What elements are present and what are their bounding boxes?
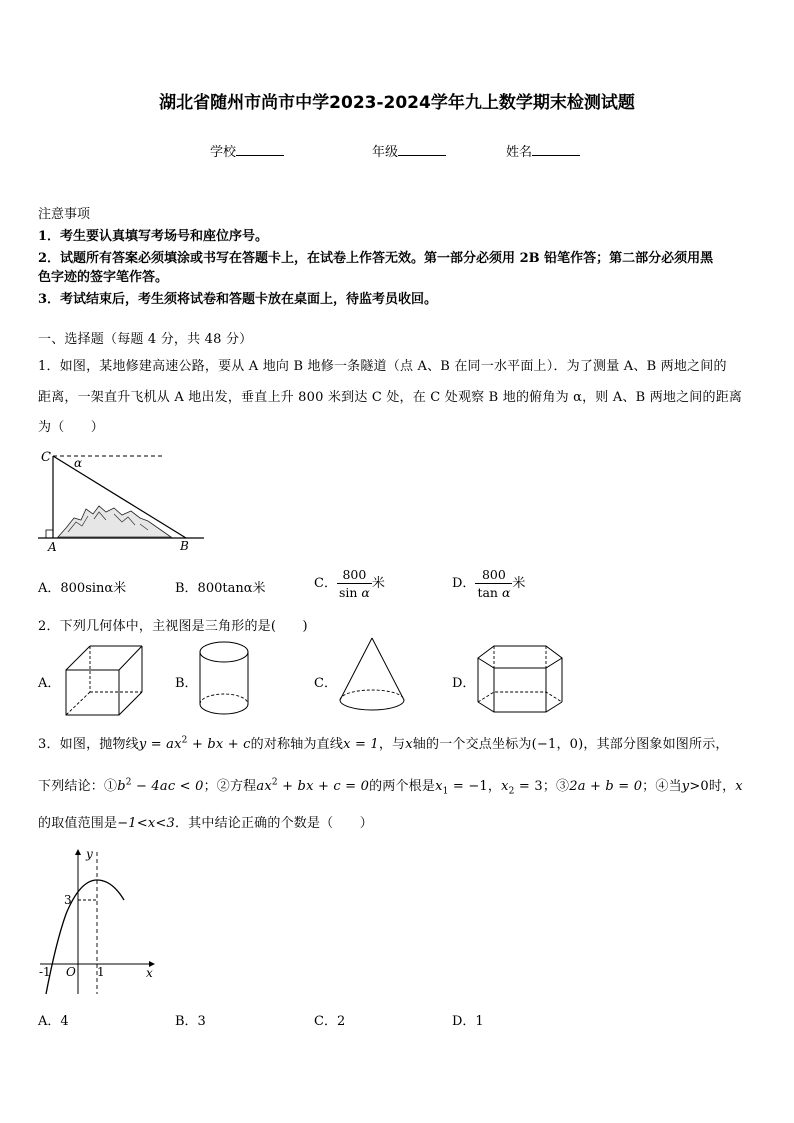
fraction-numerator: 800 — [337, 566, 372, 584]
q3-option-c[interactable]: C．2 — [314, 1014, 346, 1029]
name-label: 姓名 — [506, 145, 533, 160]
section-heading: 一、选择题（每题 4 分，共 48 分） — [38, 332, 253, 347]
name-blank — [532, 143, 580, 156]
q1-stem-line: 1．如图，某地修建高速公路，要从 A 地向 B 地修一条隧道（点 A、B 在同一水平面上）．为了测量 A、B 两地之间的 — [38, 359, 727, 374]
notice-item: 2．试题所有答案必须填涂或书写在答题卡上，在试卷上作答无效。第一部分必须用 2B 铅笔作答；第二部分必须用黑 — [38, 251, 714, 266]
q1-option-d[interactable] — [452, 566, 525, 601]
q1-option-a[interactable]: A．800sinα米 — [38, 581, 127, 596]
label-c: C — [41, 450, 51, 465]
q2-option-a-label[interactable]: A． — [38, 676, 61, 691]
q2-option-d-label[interactable]: D． — [452, 676, 476, 691]
tick-3: 3 — [64, 893, 72, 907]
school-field[interactable] — [210, 141, 284, 160]
y-label: y — [86, 847, 93, 861]
fraction-denominator: tan α — [477, 585, 511, 600]
unit-label: 米 — [371, 576, 385, 591]
mountain-icon — [58, 506, 171, 537]
label-a: A — [48, 540, 57, 554]
parabola-curve — [46, 880, 124, 994]
tick-minus1: -1 — [39, 965, 51, 979]
tick-1: 1 — [97, 965, 105, 979]
fraction-numerator: 800 — [475, 566, 512, 584]
grade-label: 年级 — [372, 145, 399, 160]
notice-heading: 注意事项 — [38, 207, 91, 222]
name-field[interactable] — [506, 141, 580, 160]
notice-item: 1．考生要认真填写考场号和座位序号。 — [38, 229, 269, 244]
q2-option-b-label[interactable]: B． — [175, 676, 198, 691]
q3-stem-line-1: 3．如图，抛物线$y = ax^2$ + bx + c的对称轴为直线x = 1，与x轴的一个交点坐标为(−1，0)，其部分图象如图所示， — [38, 735, 729, 752]
q3-stem-line-2: 下列结论：$①b^2 - 4ac < 0$；②方程$ax^2$ + bx + c = 0的两个根是$x_1 = -1$，$x_2 = 3$；③2a + b = 0；④当y>0时，x — [38, 777, 743, 797]
q2-option-c-label[interactable]: C． — [314, 676, 337, 691]
cylinder-figure[interactable] — [196, 638, 254, 720]
notice-item: 色字迹的签字笔作答。 — [38, 270, 169, 285]
grade-blank — [398, 143, 446, 156]
notice-item: 3．考试结束后，考生须将试卷和答题卡放在桌面上，待监考员收回。 — [38, 292, 438, 307]
right-angle-mark — [46, 530, 53, 538]
q1-option-b[interactable]: B．800tanα米 — [175, 581, 266, 596]
q1-figure — [36, 446, 206, 558]
option-d-label: D． — [452, 576, 476, 591]
option-c-label: C． — [314, 576, 337, 591]
q1-option-c[interactable] — [314, 566, 385, 601]
fraction-d — [475, 566, 512, 601]
page-title: 湖北省随州市尚市中学2023-2024学年九上数学期末检测试题 — [159, 93, 635, 113]
cube-figure[interactable] — [60, 640, 145, 720]
cone-figure[interactable] — [336, 636, 408, 716]
school-blank — [236, 143, 284, 156]
parabola-graph — [34, 842, 164, 997]
x-label: x — [146, 966, 153, 980]
q2-stem: 2．下列几何体中，主视图是三角形的是( ) — [38, 619, 308, 634]
q3-option-d[interactable]: D．1 — [452, 1014, 484, 1029]
grade-field[interactable] — [372, 141, 446, 160]
fraction-c — [337, 566, 372, 601]
label-b: B — [180, 539, 189, 553]
unit-label: 米 — [512, 576, 526, 591]
q3-option-b[interactable]: B．3 — [175, 1014, 206, 1029]
q3-stem-line-3: 的取值范围是−1<x<3．其中结论正确的个数是（ ） — [38, 816, 373, 831]
q1-stem-line: 距离，一架直升飞机从 A 地出发，垂直上升 800 米到达 C 处，在 C 处观察 B 地的俯角为 α，则 A、B 两地之间的距离 — [38, 390, 743, 405]
origin-label: O — [66, 965, 76, 979]
q3-option-a[interactable]: A．4 — [38, 1014, 69, 1029]
q1-stem-line: 为（ ） — [38, 420, 105, 435]
label-alpha: α — [74, 456, 83, 470]
hexagonal-prism-figure[interactable] — [472, 640, 572, 718]
fraction-denominator: sin α — [338, 585, 370, 600]
school-label: 学校 — [210, 145, 237, 160]
